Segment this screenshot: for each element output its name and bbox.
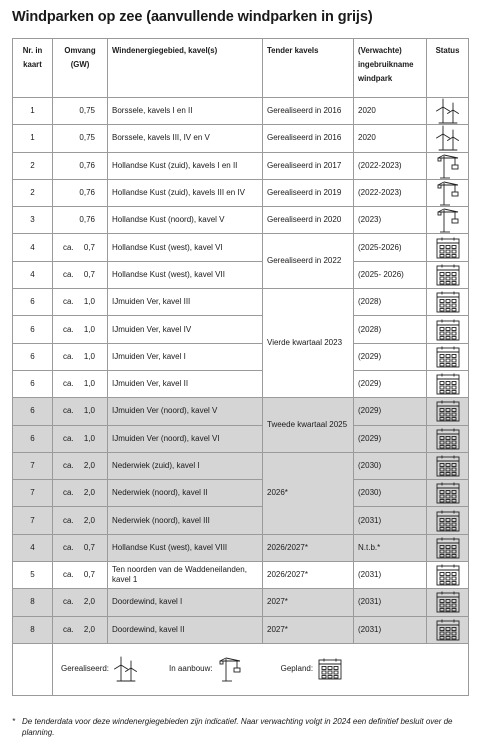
calendar-icon bbox=[435, 297, 461, 306]
header-row bbox=[13, 39, 469, 98]
cell-tender: 2026/2027* bbox=[263, 562, 354, 589]
legend-construction bbox=[169, 656, 243, 682]
cell-verwacht: N.t.b.* bbox=[354, 534, 427, 561]
cell-verwacht: (2030) bbox=[354, 452, 427, 479]
calendar-icon bbox=[313, 657, 343, 681]
footnote bbox=[12, 716, 472, 738]
table-row bbox=[13, 343, 469, 370]
cell-tender: Gerealiseerd in 2019 bbox=[263, 179, 354, 206]
legend-planned bbox=[281, 657, 343, 681]
cell-nr: 4 bbox=[13, 261, 53, 288]
legend-construction-label: In aanbouw: bbox=[169, 664, 213, 674]
cell-omvang-prefix: ca. bbox=[63, 242, 74, 252]
cell-gebied: Hollandse Kust (west), kavel VII bbox=[108, 261, 263, 288]
cell-gebied: Doordewind, kavel II bbox=[108, 616, 263, 643]
cell-gebied: Doordewind, kavel I bbox=[108, 589, 263, 616]
cell-verwacht: (2025- 2026) bbox=[354, 261, 427, 288]
cell-gebied: IJmuiden Ver, kavel II bbox=[108, 370, 263, 397]
cell-gebied: Hollandse Kust (noord), kavel V bbox=[108, 207, 263, 234]
legend-realized bbox=[61, 656, 139, 682]
cell-omvang-prefix: ca. bbox=[63, 488, 74, 498]
cell-gebied: IJmuiden Ver, kavel III bbox=[108, 289, 263, 316]
cell-nr: 3 bbox=[13, 207, 53, 234]
cell-omvang-value: 0,76 bbox=[79, 215, 95, 225]
construction-crane-icon bbox=[213, 656, 243, 682]
table-row bbox=[13, 589, 469, 616]
cell-nr: 6 bbox=[13, 289, 53, 316]
legend-row bbox=[13, 643, 469, 695]
cell-omvang-value: 0,7 bbox=[83, 269, 95, 279]
cell-omvang bbox=[53, 562, 108, 589]
cell-verwacht: (2029) bbox=[354, 425, 427, 452]
cell-omvang-prefix: ca. bbox=[63, 406, 74, 416]
legend-realized-label: Gerealiseerd: bbox=[61, 664, 110, 674]
cell-status bbox=[427, 480, 469, 507]
header-nr: Nr. in kaart bbox=[13, 39, 53, 98]
cell-nr: 6 bbox=[13, 316, 53, 343]
cell-omvang bbox=[53, 534, 108, 561]
table-row bbox=[13, 398, 469, 425]
cell-verwacht: (2028) bbox=[354, 316, 427, 343]
table-row bbox=[13, 534, 469, 561]
cell-status bbox=[427, 398, 469, 425]
cell-gebied: Ten noorden van de Waddeneilanden, kavel 1 bbox=[108, 562, 263, 589]
cell-gebied: Nederwiek (noord), kavel II bbox=[108, 480, 263, 507]
cell-gebied: Nederwiek (noord), kavel III bbox=[108, 507, 263, 534]
calendar-icon bbox=[435, 598, 461, 607]
table-row bbox=[13, 425, 469, 452]
cell-status bbox=[427, 207, 469, 234]
cell-nr: 1 bbox=[13, 98, 53, 125]
calendar-icon bbox=[435, 625, 461, 634]
cell-nr: 4 bbox=[13, 534, 53, 561]
cell-status bbox=[427, 589, 469, 616]
wind-turbine-icon bbox=[109, 656, 139, 682]
cell-omvang-prefix: ca. bbox=[63, 597, 74, 607]
cell-gebied: Hollandse Kust (zuid), kavels I en II bbox=[108, 152, 263, 179]
cell-omvang-value: 0,7 bbox=[83, 242, 95, 252]
cell-tender: 2026* bbox=[263, 452, 354, 534]
cell-omvang-prefix: ca. bbox=[63, 542, 74, 552]
cell-omvang-value: 2,0 bbox=[83, 515, 95, 525]
cell-omvang-value: 2,0 bbox=[83, 488, 95, 498]
cell-nr: 4 bbox=[13, 234, 53, 261]
cell-status bbox=[427, 507, 469, 534]
cell-omvang-value: 0,7 bbox=[83, 570, 95, 580]
cell-omvang bbox=[53, 616, 108, 643]
footnote-text: De tenderdata voor deze windenergiegebieden zijn indicatief. Naar verwachting volgt in 2024 een definitief besluit over de planning. bbox=[22, 717, 453, 737]
table-row bbox=[13, 234, 469, 261]
cell-omvang bbox=[53, 179, 108, 206]
cell-nr: 7 bbox=[13, 480, 53, 507]
legend bbox=[53, 643, 469, 695]
cell-nr: 8 bbox=[13, 589, 53, 616]
cell-status bbox=[427, 179, 469, 206]
table-row bbox=[13, 480, 469, 507]
cell-nr: 7 bbox=[13, 507, 53, 534]
cell-gebied: Hollandse Kust (west), kavel VI bbox=[108, 234, 263, 261]
cell-gebied: IJmuiden Ver, kavel IV bbox=[108, 316, 263, 343]
construction-crane-icon bbox=[435, 215, 461, 224]
calendar-icon bbox=[435, 270, 461, 279]
table-row bbox=[13, 289, 469, 316]
cell-verwacht: (2031) bbox=[354, 589, 427, 616]
cell-nr: 6 bbox=[13, 343, 53, 370]
cell-tender: 2027* bbox=[263, 589, 354, 616]
cell-verwacht: (2031) bbox=[354, 562, 427, 589]
cell-omvang bbox=[53, 589, 108, 616]
cell-omvang-prefix: ca. bbox=[63, 379, 74, 389]
cell-omvang-value: 0,75 bbox=[79, 106, 95, 116]
cell-tender: Gerealiseerd in 2016 bbox=[263, 125, 354, 152]
cell-omvang bbox=[53, 425, 108, 452]
cell-omvang bbox=[53, 452, 108, 479]
calendar-icon bbox=[435, 488, 461, 497]
cell-omvang-value: 0,7 bbox=[83, 542, 95, 552]
cell-gebied: IJmuiden Ver (noord), kavel VI bbox=[108, 425, 263, 452]
cell-omvang bbox=[53, 261, 108, 288]
cell-omvang bbox=[53, 98, 108, 125]
cell-verwacht: (2029) bbox=[354, 343, 427, 370]
cell-tender: Gerealiseerd in 2016 bbox=[263, 98, 354, 125]
table-row bbox=[13, 370, 469, 397]
cell-status bbox=[427, 452, 469, 479]
cell-omvang bbox=[53, 507, 108, 534]
page-title: Windparken op zee (aanvullende windparken in grijs) bbox=[12, 9, 373, 25]
table-row bbox=[13, 261, 469, 288]
cell-status bbox=[427, 261, 469, 288]
cell-tender: Tweede kwartaal 2025 bbox=[263, 398, 354, 453]
cell-gebied: Hollandse Kust (west), kavel VIII bbox=[108, 534, 263, 561]
cell-verwacht: (2030) bbox=[354, 480, 427, 507]
cell-status bbox=[427, 152, 469, 179]
cell-gebied: Hollandse Kust (zuid), kavels III en IV bbox=[108, 179, 263, 206]
construction-crane-icon bbox=[435, 188, 461, 197]
windparken-table bbox=[12, 38, 469, 696]
table-row bbox=[13, 562, 469, 589]
cell-omvang bbox=[53, 289, 108, 316]
header-omvang: Omvang (GW) bbox=[53, 39, 108, 98]
calendar-icon bbox=[435, 434, 461, 443]
cell-status bbox=[427, 234, 469, 261]
cell-nr: 2 bbox=[13, 152, 53, 179]
calendar-icon bbox=[435, 461, 461, 470]
table-row bbox=[13, 207, 469, 234]
table-row bbox=[13, 179, 469, 206]
cell-omvang-value: 1,0 bbox=[83, 406, 95, 416]
cell-omvang-value: 0,76 bbox=[79, 188, 95, 198]
wind-turbine-icon bbox=[435, 106, 461, 115]
cell-tender: 2027* bbox=[263, 616, 354, 643]
cell-omvang-value: 1,0 bbox=[83, 379, 95, 389]
cell-nr: 6 bbox=[13, 425, 53, 452]
cell-gebied: IJmuiden Ver (noord), kavel V bbox=[108, 398, 263, 425]
cell-tender: Gerealiseerd in 2017 bbox=[263, 152, 354, 179]
cell-omvang bbox=[53, 152, 108, 179]
cell-omvang-value: 0,76 bbox=[79, 160, 95, 170]
legend-planned-label: Gepland: bbox=[280, 664, 314, 674]
cell-nr: 1 bbox=[13, 125, 53, 152]
cell-status bbox=[427, 125, 469, 152]
cell-gebied: Borssele, kavels III, IV en V bbox=[108, 125, 263, 152]
cell-nr: 6 bbox=[13, 398, 53, 425]
table-row bbox=[13, 98, 469, 125]
calendar-icon bbox=[435, 543, 461, 552]
cell-omvang bbox=[53, 370, 108, 397]
cell-verwacht: 2020 bbox=[354, 125, 427, 152]
legend-spacer bbox=[13, 643, 53, 695]
cell-gebied: Nederwiek (zuid), kavel I bbox=[108, 452, 263, 479]
cell-omvang bbox=[53, 316, 108, 343]
cell-nr: 2 bbox=[13, 179, 53, 206]
cell-omvang-value: 2,0 bbox=[83, 461, 95, 470]
cell-tender: Gerealiseerd in 2020 bbox=[263, 207, 354, 234]
cell-omvang-prefix: ca. bbox=[63, 351, 74, 361]
table-row bbox=[13, 316, 469, 343]
cell-omvang-value: 0,75 bbox=[79, 133, 95, 143]
cell-omvang bbox=[53, 207, 108, 234]
cell-tender: Gerealiseerd in 2022 bbox=[263, 234, 354, 289]
cell-status bbox=[427, 289, 469, 316]
cell-status bbox=[427, 562, 469, 589]
cell-verwacht: (2022-2023) bbox=[354, 152, 427, 179]
cell-omvang-prefix: ca. bbox=[63, 269, 74, 279]
cell-status bbox=[427, 425, 469, 452]
cell-nr: 5 bbox=[13, 562, 53, 589]
cell-omvang-prefix: ca. bbox=[63, 515, 74, 525]
cell-omvang bbox=[53, 480, 108, 507]
calendar-icon bbox=[435, 243, 461, 252]
calendar-icon bbox=[435, 352, 461, 361]
cell-verwacht: 2020 bbox=[354, 98, 427, 125]
cell-omvang-prefix: ca. bbox=[63, 461, 74, 470]
cell-tender: 2026/2027* bbox=[263, 534, 354, 561]
cell-verwacht: (2031) bbox=[354, 616, 427, 643]
calendar-icon bbox=[435, 379, 461, 388]
cell-verwacht: (2022-2023) bbox=[354, 179, 427, 206]
cell-omvang bbox=[53, 125, 108, 152]
cell-omvang bbox=[53, 234, 108, 261]
cell-omvang-prefix: ca. bbox=[63, 570, 74, 580]
cell-omvang-prefix: ca. bbox=[63, 297, 74, 307]
cell-verwacht: (2029) bbox=[354, 370, 427, 397]
cell-omvang-prefix: ca. bbox=[63, 624, 74, 634]
cell-status bbox=[427, 616, 469, 643]
header-status: Status bbox=[427, 39, 469, 98]
footnote-star: * bbox=[12, 717, 16, 726]
cell-nr: 6 bbox=[13, 370, 53, 397]
cell-omvang-value: 1,0 bbox=[83, 433, 95, 443]
calendar-icon bbox=[435, 516, 461, 525]
cell-verwacht: (2031) bbox=[354, 507, 427, 534]
cell-omvang-value: 1,0 bbox=[83, 324, 95, 334]
table-row bbox=[13, 125, 469, 152]
header-verwacht: (Verwachte) ingebruikname windpark bbox=[354, 39, 427, 98]
cell-status bbox=[427, 534, 469, 561]
cell-nr: 8 bbox=[13, 616, 53, 643]
cell-gebied: IJmuiden Ver, kavel I bbox=[108, 343, 263, 370]
cell-omvang-prefix: ca. bbox=[63, 324, 74, 334]
header-gebied: Windenergiegebied, kavel(s) bbox=[108, 39, 263, 98]
construction-crane-icon bbox=[435, 161, 461, 170]
table-row bbox=[13, 507, 469, 534]
header-tender: Tender kavels bbox=[263, 39, 354, 98]
cell-status bbox=[427, 370, 469, 397]
cell-tender: Vierde kwartaal 2023 bbox=[263, 289, 354, 398]
cell-verwacht: (2029) bbox=[354, 398, 427, 425]
cell-verwacht: (2025-2026) bbox=[354, 234, 427, 261]
table-row bbox=[13, 452, 469, 479]
table-row bbox=[13, 152, 469, 179]
cell-omvang-prefix: ca. bbox=[63, 433, 74, 443]
table-row bbox=[13, 616, 469, 643]
cell-nr: 7 bbox=[13, 452, 53, 479]
cell-verwacht: (2023) bbox=[354, 207, 427, 234]
cell-verwacht: (2028) bbox=[354, 289, 427, 316]
cell-status bbox=[427, 98, 469, 125]
cell-omvang-value: 2,0 bbox=[83, 624, 95, 634]
calendar-icon bbox=[435, 407, 461, 416]
cell-omvang-value: 2,0 bbox=[83, 597, 95, 607]
wind-turbine-icon bbox=[435, 134, 461, 143]
cell-gebied: Borssele, kavels I en II bbox=[108, 98, 263, 125]
cell-status bbox=[427, 343, 469, 370]
calendar-icon bbox=[435, 570, 461, 579]
cell-omvang-value: 1,0 bbox=[83, 351, 95, 361]
cell-omvang bbox=[53, 398, 108, 425]
cell-omvang-value: 1,0 bbox=[83, 297, 95, 307]
cell-status bbox=[427, 316, 469, 343]
calendar-icon bbox=[435, 325, 461, 334]
cell-omvang bbox=[53, 343, 108, 370]
